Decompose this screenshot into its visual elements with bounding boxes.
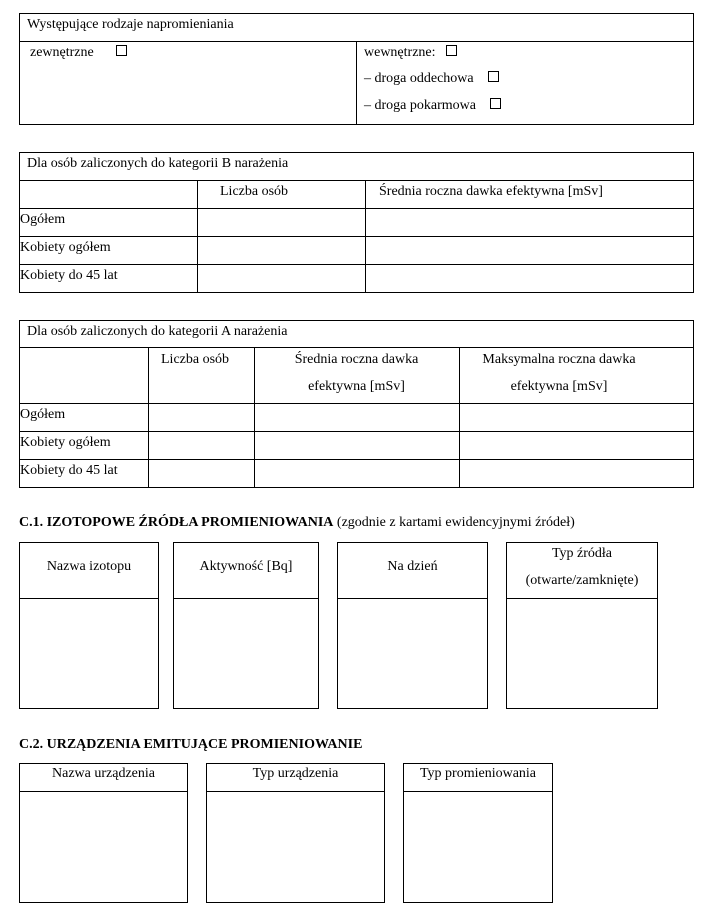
- source-type-box[interactable]: [506, 542, 658, 709]
- as-of-date-divider: [337, 598, 488, 599]
- respiratory-checkbox[interactable]: [488, 71, 499, 82]
- category-a-row-divider-2: [19, 431, 694, 432]
- category-b-row-divider-2: [19, 236, 694, 237]
- internal-checkbox[interactable]: [446, 45, 457, 56]
- category-a-col-avg-line1: Średnia roczna dawka: [294, 352, 419, 367]
- oral-label: – droga pokarmowa: [364, 98, 476, 113]
- category-a-row-divider-1: [19, 403, 694, 404]
- oral-option[interactable]: [364, 98, 501, 114]
- radiation-type-box[interactable]: [403, 763, 553, 903]
- category-a-col-max-line2: efektywna [mSv]: [510, 379, 608, 394]
- radiation-type-label: Typ promieniowania: [419, 766, 537, 781]
- category-a-col-divider-3: [459, 347, 460, 488]
- activity-divider: [173, 598, 319, 599]
- category-a-row-total: Ogółem: [20, 407, 66, 422]
- device-name-divider: [19, 791, 188, 792]
- c1-heading: [19, 515, 575, 531]
- c1-heading-bold: C.1. IZOTOPOWE ŹRÓDŁA PROMIENIOWANIA: [19, 515, 334, 530]
- device-name-box[interactable]: [19, 763, 188, 903]
- isotope-name-divider: [19, 598, 159, 599]
- radiation-types-col-divider: [356, 41, 357, 125]
- category-b-col-avg: Średnia roczna dawka efektywna [mSv]: [379, 184, 603, 199]
- as-of-date-label: Na dzień: [387, 559, 438, 574]
- category-a-col-count: Liczba osób: [161, 352, 230, 367]
- category-b-row-women-45: Kobiety do 45 lat: [20, 268, 118, 283]
- external-checkbox[interactable]: [116, 45, 127, 56]
- internal-label: wewnętrzne:: [364, 45, 436, 60]
- category-b-row-divider-3: [19, 264, 694, 265]
- category-a-col-max-line1: Maksymalna roczna dawka: [482, 352, 636, 367]
- category-b-row-total: Ogółem: [20, 212, 66, 227]
- category-b-col-divider-2: [365, 180, 366, 293]
- category-b-col-divider-1: [197, 180, 198, 293]
- category-b-col-count: Liczba osób: [220, 184, 289, 199]
- category-b-row-divider-1: [19, 208, 694, 209]
- external-option[interactable]: [30, 45, 127, 61]
- radiation-type-divider: [403, 791, 553, 792]
- category-b-table: [19, 152, 694, 293]
- c2-heading-bold: C.2. URZĄDZENIA EMITUJĄCE PROMIENIOWANIE: [19, 737, 363, 752]
- oral-checkbox[interactable]: [490, 98, 501, 109]
- category-a-title-divider: [19, 347, 694, 348]
- radiation-types-title: Występujące rodzaje napromieniania: [27, 17, 234, 32]
- source-type-label-line2: (otwarte/zamknięte): [525, 573, 639, 588]
- category-a-row-divider-3: [19, 459, 694, 460]
- source-type-label-line1: Typ źródła: [551, 546, 613, 561]
- category-a-row-women-45: Kobiety do 45 lat: [20, 463, 118, 478]
- isotope-name-label: Nazwa izotopu: [46, 559, 132, 574]
- category-b-row-women: Kobiety ogółem: [20, 240, 111, 255]
- source-type-divider: [506, 598, 658, 599]
- category-b-title: Dla osób zaliczonych do kategorii B narażenia: [27, 156, 289, 171]
- activity-label: Aktywność [Bq]: [199, 559, 293, 574]
- category-a-col-divider-2: [254, 347, 255, 488]
- device-name-label: Nazwa urządzenia: [52, 766, 155, 781]
- device-type-divider: [206, 791, 385, 792]
- c2-heading: [19, 737, 362, 753]
- internal-option[interactable]: [364, 45, 457, 61]
- device-type-box[interactable]: [206, 763, 385, 903]
- category-a-row-women: Kobiety ogółem: [20, 435, 111, 450]
- category-a-col-divider-1: [148, 347, 149, 488]
- category-a-col-avg-line2: efektywna [mSv]: [308, 379, 405, 394]
- device-type-label: Typ urządzenia: [252, 766, 339, 781]
- category-a-title: Dla osób zaliczonych do kategorii A narażenia: [27, 324, 288, 339]
- respiratory-option[interactable]: [364, 71, 499, 87]
- external-label: zewnętrzne: [30, 45, 94, 60]
- category-b-title-divider: [19, 180, 694, 181]
- c1-heading-note: (zgodnie z kartami ewidencyjnymi źródeł): [333, 515, 575, 530]
- category-a-table: [19, 320, 694, 488]
- respiratory-label: – droga oddechowa: [364, 71, 474, 86]
